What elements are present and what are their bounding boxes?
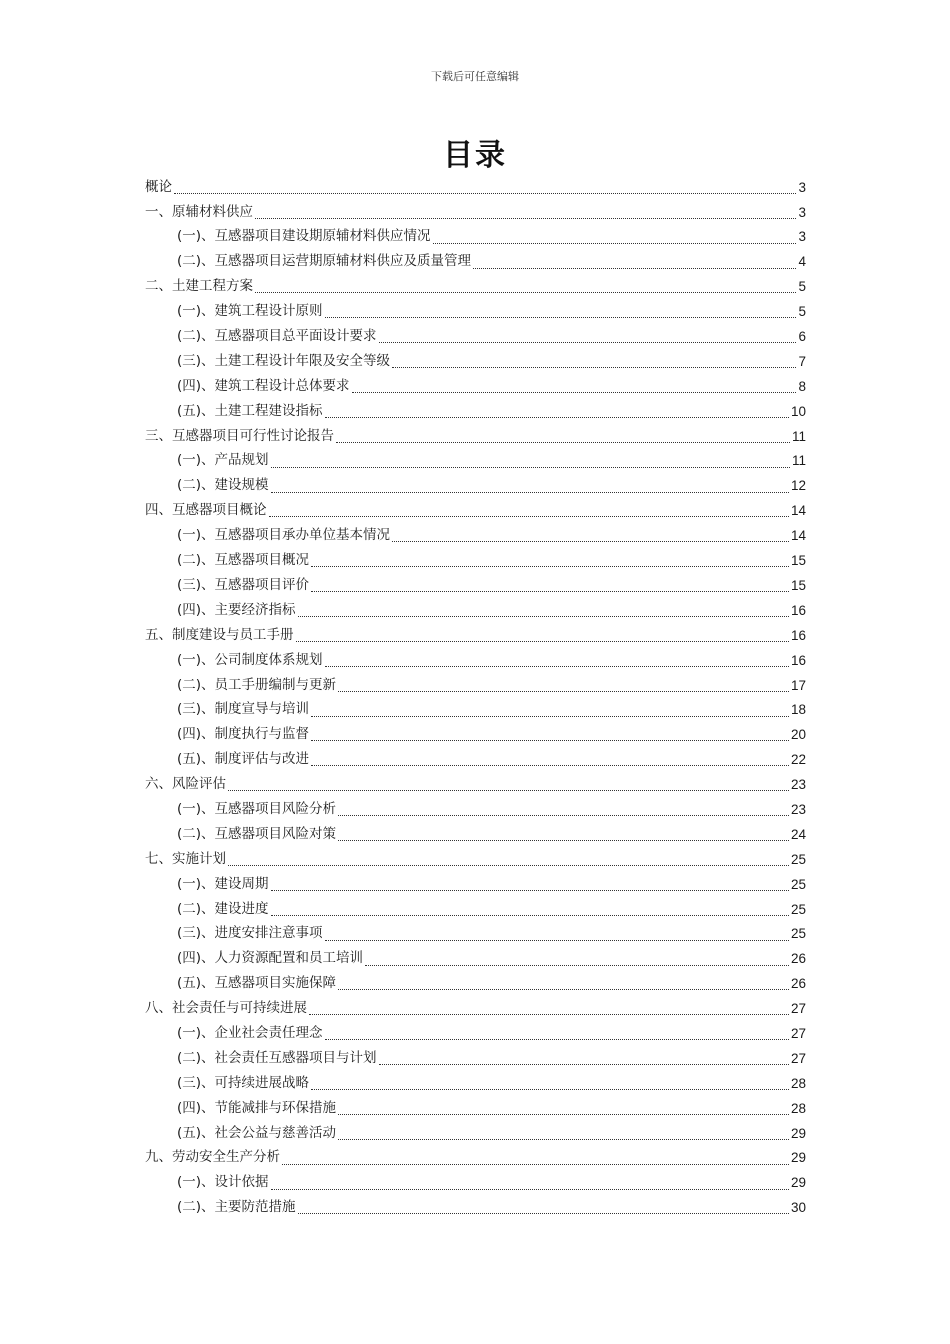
- toc-dot-leader: [269, 515, 789, 517]
- toc-entry[interactable]: [145, 648, 806, 673]
- toc-entry-label: (三)、进度安排注意事项: [177, 925, 323, 942]
- toc-entry-page-number: 28: [790, 1075, 806, 1091]
- toc-entry[interactable]: [145, 1146, 806, 1171]
- toc-dot-leader: [365, 964, 789, 966]
- toc-dot-leader: [325, 416, 789, 418]
- toc-entry[interactable]: [145, 1121, 806, 1146]
- toc-entry-page-number: 5: [798, 304, 806, 320]
- toc-dot-leader: [271, 914, 789, 916]
- toc-entry-page-number: 8: [798, 378, 806, 394]
- toc-dot-leader: [282, 1163, 789, 1165]
- toc-entry[interactable]: [145, 499, 806, 524]
- toc-entry-page-number: 6: [798, 329, 806, 345]
- toc-entry[interactable]: [145, 972, 806, 997]
- toc-entry[interactable]: [145, 1046, 806, 1071]
- toc-entry[interactable]: [145, 897, 806, 922]
- toc-entry-page-number: 25: [790, 926, 806, 942]
- toc-dot-leader: [311, 590, 789, 592]
- toc-entry[interactable]: [145, 175, 806, 200]
- toc-entry-page-number: 26: [790, 951, 806, 967]
- toc-entry-page-number: 29: [790, 1150, 806, 1166]
- toc-dot-leader: [309, 1013, 789, 1015]
- toc-dot-leader: [271, 1188, 789, 1190]
- toc-dot-leader: [352, 391, 796, 393]
- toc-dot-leader: [336, 441, 790, 443]
- toc-dot-leader: [338, 814, 789, 816]
- toc-entry[interactable]: [145, 548, 806, 573]
- toc-entry-label: (五)、土建工程建设指标: [177, 402, 323, 419]
- toc-entry-label: (一)、公司制度体系规划: [177, 651, 323, 668]
- toc-entry[interactable]: [145, 797, 806, 822]
- toc-dot-leader: [325, 939, 789, 941]
- toc-entry-label: (一)、建筑工程设计原则: [177, 303, 323, 320]
- toc-entry-label: (二)、互感器项目概况: [177, 552, 310, 569]
- toc-dot-leader: [298, 1212, 789, 1214]
- toc-dot-leader: [338, 690, 789, 692]
- toc-entry[interactable]: [145, 922, 806, 947]
- toc-entry-page-number: 23: [790, 777, 806, 793]
- toc-entry-page-number: 24: [790, 826, 806, 842]
- toc-entry-page-number: 16: [790, 627, 806, 643]
- toc-entry-label: (四)、主要经济指标: [177, 601, 296, 618]
- toc-dot-leader: [271, 889, 789, 891]
- toc-entry-page-number: 27: [790, 1025, 806, 1041]
- toc-entry-label: (二)、互感器项目风险对策: [177, 825, 337, 842]
- toc-entry-page-number: 22: [790, 752, 806, 768]
- toc-dot-leader: [255, 217, 796, 219]
- toc-entry-label: (二)、员工手册编制与更新: [177, 676, 337, 693]
- toc-entry-label: 概论: [145, 178, 172, 195]
- toc-entry-label: (三)、可持续进展战略: [177, 1074, 310, 1091]
- toc-entry-label: (三)、土建工程设计年限及安全等级: [177, 352, 391, 369]
- toc-entry-page-number: 18: [790, 702, 806, 718]
- toc-dot-leader: [255, 291, 796, 293]
- toc-entry-page-number: 3: [798, 229, 806, 245]
- table-of-contents: [145, 175, 806, 1220]
- toc-entry-label: 六、风险评估: [145, 776, 226, 793]
- toc-dot-leader: [311, 715, 789, 717]
- toc-entry-page-number: 7: [798, 353, 806, 369]
- toc-entry-label: (一)、产品规划: [177, 452, 269, 469]
- toc-dot-leader: [311, 1088, 789, 1090]
- toc-entry-label: 四、互感器项目概论: [145, 502, 267, 519]
- toc-entry-label: (一)、企业社会责任理念: [177, 1024, 323, 1041]
- toc-entry-page-number: 26: [790, 976, 806, 992]
- toc-dot-leader: [174, 192, 796, 194]
- toc-entry-page-number: 11: [791, 428, 806, 444]
- toc-entry[interactable]: [145, 374, 806, 399]
- toc-dot-leader: [298, 615, 789, 617]
- toc-entry-label: 五、制度建设与员工手册: [145, 626, 294, 643]
- toc-dot-leader: [228, 864, 789, 866]
- toc-entry-label: (四)、制度执行与监督: [177, 726, 310, 743]
- toc-entry[interactable]: [145, 275, 806, 300]
- toc-entry[interactable]: [145, 772, 806, 797]
- toc-entry[interactable]: [145, 673, 806, 698]
- toc-entry[interactable]: [145, 1171, 806, 1196]
- toc-entry-label: 七、实施计划: [145, 850, 226, 867]
- toc-entry[interactable]: [145, 449, 806, 474]
- toc-entry-label: 九、劳动安全生产分析: [145, 1149, 280, 1166]
- toc-entry[interactable]: [145, 822, 806, 847]
- toc-entry[interactable]: [145, 200, 806, 225]
- toc-dot-leader: [392, 540, 789, 542]
- toc-dot-leader: [338, 1138, 789, 1140]
- toc-entry-page-number: 25: [790, 901, 806, 917]
- toc-entry-label: (四)、节能减排与环保措施: [177, 1099, 337, 1116]
- toc-entry-page-number: 16: [790, 602, 806, 618]
- toc-entry-page-number: 29: [790, 1175, 806, 1191]
- toc-entry[interactable]: [145, 698, 806, 723]
- toc-entry-page-number: 25: [790, 876, 806, 892]
- toc-entry-page-number: 20: [790, 727, 806, 743]
- toc-dot-leader: [338, 988, 789, 990]
- toc-dot-leader: [379, 341, 796, 343]
- page-header: 下载后可任意编辑: [431, 70, 519, 83]
- toc-entry-label: (二)、建设进度: [177, 900, 269, 917]
- toc-entry[interactable]: [145, 523, 806, 548]
- toc-entry[interactable]: [145, 399, 806, 424]
- toc-dot-leader: [392, 366, 796, 368]
- toc-entry-label: (二)、建设规模: [177, 477, 269, 494]
- toc-entry[interactable]: [145, 349, 806, 374]
- toc-entry-page-number: 25: [790, 851, 806, 867]
- toc-dot-leader: [271, 491, 789, 493]
- toc-entry-page-number: 5: [798, 279, 806, 295]
- toc-entry-page-number: 27: [790, 1050, 806, 1066]
- toc-entry-page-number: 16: [790, 652, 806, 668]
- toc-entry-label: (一)、互感器项目建设期原辅材料供应情况: [177, 228, 431, 245]
- toc-entry-label: (五)、社会公益与慈善活动: [177, 1124, 337, 1141]
- toc-dot-leader: [338, 1113, 789, 1115]
- toc-dot-leader: [473, 267, 796, 269]
- toc-entry-label: (五)、互感器项目实施保障: [177, 975, 337, 992]
- toc-entry-label: 二、土建工程方案: [145, 278, 253, 295]
- toc-entry-label: (一)、互感器项目承办单位基本情况: [177, 527, 391, 544]
- toc-entry[interactable]: [145, 947, 806, 972]
- toc-entry-page-number: 12: [790, 478, 806, 494]
- toc-entry-label: (三)、互感器项目评价: [177, 576, 310, 593]
- toc-entry-page-number: 3: [798, 179, 806, 195]
- toc-entry[interactable]: [145, 623, 806, 648]
- toc-dot-leader: [311, 565, 789, 567]
- toc-entry[interactable]: [145, 225, 806, 250]
- toc-entry-page-number: 10: [790, 403, 806, 419]
- toc-entry-label: (四)、建筑工程设计总体要求: [177, 377, 350, 394]
- toc-entry-page-number: 27: [790, 1001, 806, 1017]
- toc-dot-leader: [325, 1038, 789, 1040]
- toc-entry-label: (一)、设计依据: [177, 1174, 269, 1191]
- toc-entry[interactable]: [145, 847, 806, 872]
- toc-entry-label: (二)、互感器项目运营期原辅材料供应及质量管理: [177, 253, 472, 270]
- toc-entry-page-number: 14: [790, 528, 806, 544]
- toc-entry-label: (四)、人力资源配置和员工培训: [177, 950, 364, 967]
- toc-entry[interactable]: [145, 747, 806, 772]
- toc-entry[interactable]: [145, 872, 806, 897]
- toc-dot-leader: [271, 466, 790, 468]
- toc-dot-leader: [296, 640, 789, 642]
- toc-entry[interactable]: [145, 996, 806, 1021]
- toc-entry-page-number: 23: [790, 801, 806, 817]
- toc-entry[interactable]: [145, 474, 806, 499]
- toc-entry-label: 八、社会责任与可持续进展: [145, 1000, 307, 1017]
- toc-dot-leader: [338, 839, 789, 841]
- toc-entry[interactable]: [145, 1196, 806, 1221]
- toc-entry[interactable]: [145, 598, 806, 623]
- toc-entry-page-number: 15: [790, 553, 806, 569]
- toc-entry-page-number: 30: [790, 1200, 806, 1216]
- toc-entry-label: (二)、互感器项目总平面设计要求: [177, 328, 377, 345]
- toc-entry-label: (一)、互感器项目风险分析: [177, 800, 337, 817]
- toc-entry[interactable]: [145, 1096, 806, 1121]
- toc-entry-page-number: 4: [798, 254, 806, 270]
- toc-entry[interactable]: [145, 1021, 806, 1046]
- toc-title: 目录: [443, 138, 507, 173]
- toc-entry-page-number: 17: [790, 677, 806, 693]
- toc-entry-page-number: 3: [798, 204, 806, 220]
- toc-dot-leader: [311, 764, 789, 766]
- toc-dot-leader: [325, 316, 796, 318]
- toc-entry[interactable]: [145, 250, 806, 275]
- toc-entry-label: (三)、制度宣导与培训: [177, 701, 310, 718]
- toc-entry-label: (五)、制度评估与改进: [177, 751, 310, 768]
- toc-entry-page-number: 14: [790, 503, 806, 519]
- toc-entry-label: (一)、建设周期: [177, 875, 269, 892]
- toc-dot-leader: [325, 665, 789, 667]
- toc-entry-label: 三、互感器项目可行性讨论报告: [145, 427, 334, 444]
- toc-entry[interactable]: [145, 723, 806, 748]
- toc-entry-label: (二)、主要防范措施: [177, 1199, 296, 1216]
- toc-entry[interactable]: [145, 324, 806, 349]
- toc-entry[interactable]: [145, 573, 806, 598]
- toc-dot-leader: [433, 242, 796, 244]
- toc-entry-page-number: 29: [790, 1125, 806, 1141]
- toc-entry[interactable]: [145, 1071, 806, 1096]
- toc-dot-leader: [379, 1063, 789, 1065]
- toc-entry-page-number: 11: [791, 453, 806, 469]
- toc-dot-leader: [311, 739, 789, 741]
- toc-entry-label: 一、原辅材料供应: [145, 203, 253, 220]
- toc-dot-leader: [228, 789, 789, 791]
- toc-entry[interactable]: [145, 299, 806, 324]
- toc-entry-page-number: 15: [790, 577, 806, 593]
- toc-entry-label: (二)、社会责任互感器项目与计划: [177, 1049, 377, 1066]
- toc-entry-page-number: 28: [790, 1100, 806, 1116]
- toc-entry[interactable]: [145, 424, 806, 449]
